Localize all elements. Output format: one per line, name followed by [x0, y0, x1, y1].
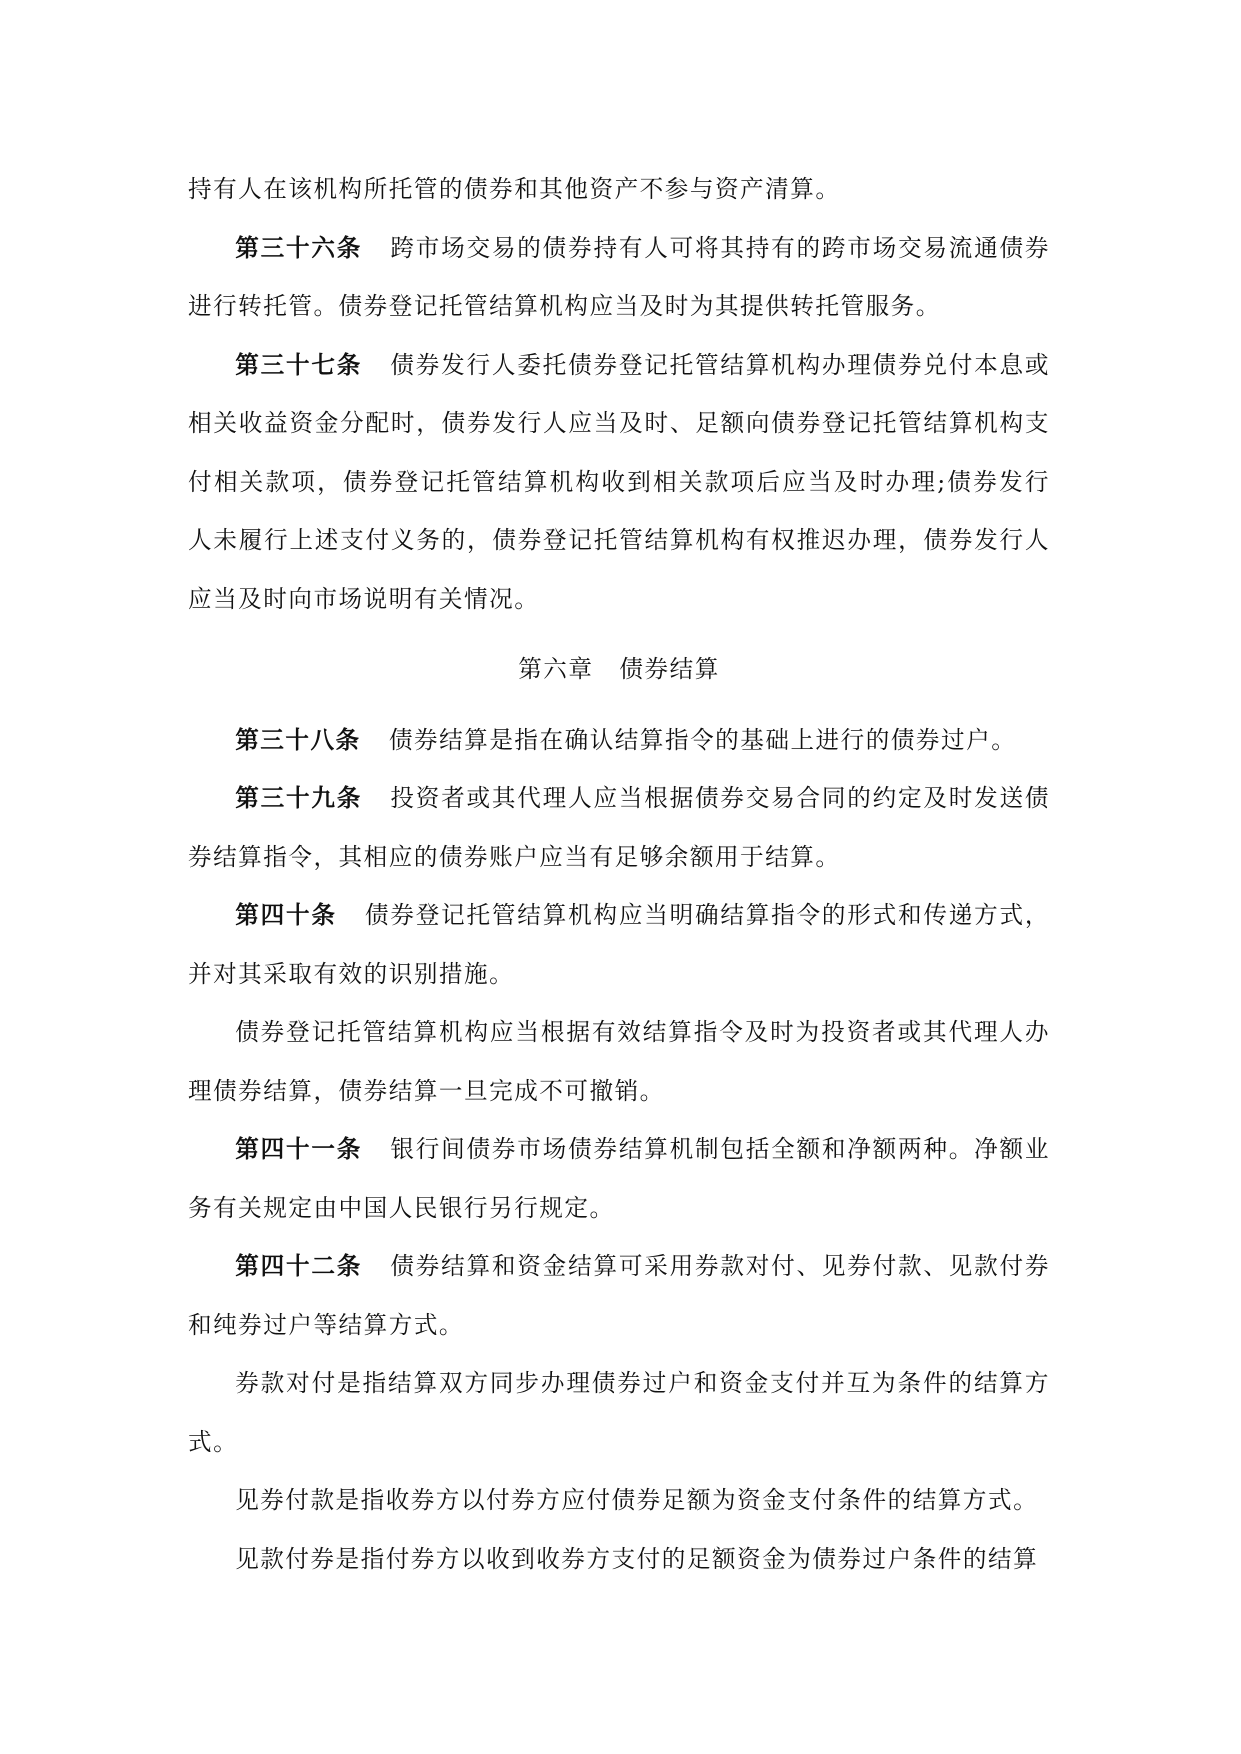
- paragraph: [188, 1471, 1050, 1530]
- article-text: 债券登记托管结算机构应当明确结算指令的形式和传递方式，并对其采取有效的识别措施。: [188, 901, 1051, 988]
- article-39: [188, 769, 1050, 886]
- article-text: 跨市场交易的债券持有人可将其持有的跨市场交易流通债券进行转托管。债券登记托管结算机构应当及时为其提供转托管服务。: [188, 233, 1051, 320]
- article-text: 投资者或其代理人应当根据债券交易合同的约定及时发送债券结算指令，其相应的债券账户应当有足够余额用于结算。: [188, 784, 1051, 871]
- article-number: 第四十条: [235, 901, 337, 929]
- article-number: 第四十二条: [235, 1252, 363, 1280]
- article-42: [188, 1237, 1050, 1354]
- chapter-title: 债券结算: [619, 655, 720, 683]
- paragraph-text: 见款付券是指付券方以收到收券方支付的足额资金为债券过户条件的结算: [235, 1544, 1039, 1573]
- article-text: 银行间债券市场债券结算机制包括全额和净额两种。净额业务有关规定由中国人民银行另行规定。: [188, 1135, 1051, 1222]
- paragraph-text: 持有人在该机构所托管的债券和其他资产不参与资产清算。: [188, 175, 841, 203]
- article-38: [188, 711, 1050, 770]
- article-number: 第四十一条: [235, 1135, 363, 1163]
- article-number: 第三十六条: [235, 233, 363, 262]
- chapter-heading: [188, 628, 1050, 711]
- article-41: [188, 1120, 1050, 1237]
- article-number: 第三十九条: [235, 784, 363, 812]
- paragraph-text: 见券付款是指收券方以付券方应付债券足额为资金支付条件的结算方式。: [235, 1486, 1039, 1514]
- article-40: [188, 886, 1050, 1003]
- article-number: 第三十七条: [235, 350, 363, 379]
- article-text: 债券发行人委托债券登记托管结算机构办理债券兑付本息或相关收益资金分配时，债券发行人应当及时、足额向债券登记托管结算机构支付相关款项，债券登记托管结算机构收到相关款项后应当及时办理;债券发行人未履行上述支付义务的，债券登记托管结算机构有权推迟办理，债券发行人应当及时向市场说明有关情况。: [188, 350, 1051, 613]
- paragraph: [188, 1354, 1050, 1471]
- paragraph: [188, 160, 1050, 219]
- article-36: [188, 219, 1050, 336]
- article-number: 第三十八条: [235, 725, 361, 754]
- paragraph-text: 债券登记托管结算机构应当根据有效结算指令及时为投资者或其代理人办理债券结算，债券结算一旦完成不可撤销。: [188, 1018, 1050, 1105]
- paragraph-text: 券款对付是指结算双方同步办理债券过户和资金支付并互为条件的结算方式。: [188, 1369, 1050, 1456]
- chapter-number: 第六章: [518, 655, 594, 683]
- paragraph: [188, 1003, 1050, 1120]
- paragraph: [188, 1530, 1050, 1589]
- article-37: [188, 336, 1050, 629]
- article-text: 债券结算和资金结算可采用券款对付、见券付款、见款付券和纯券过户等结算方式。: [188, 1252, 1051, 1339]
- document-page: [188, 160, 1050, 1588]
- article-text: 债券结算是指在确认结算指令的基础上进行的债券过户。: [388, 725, 1017, 754]
